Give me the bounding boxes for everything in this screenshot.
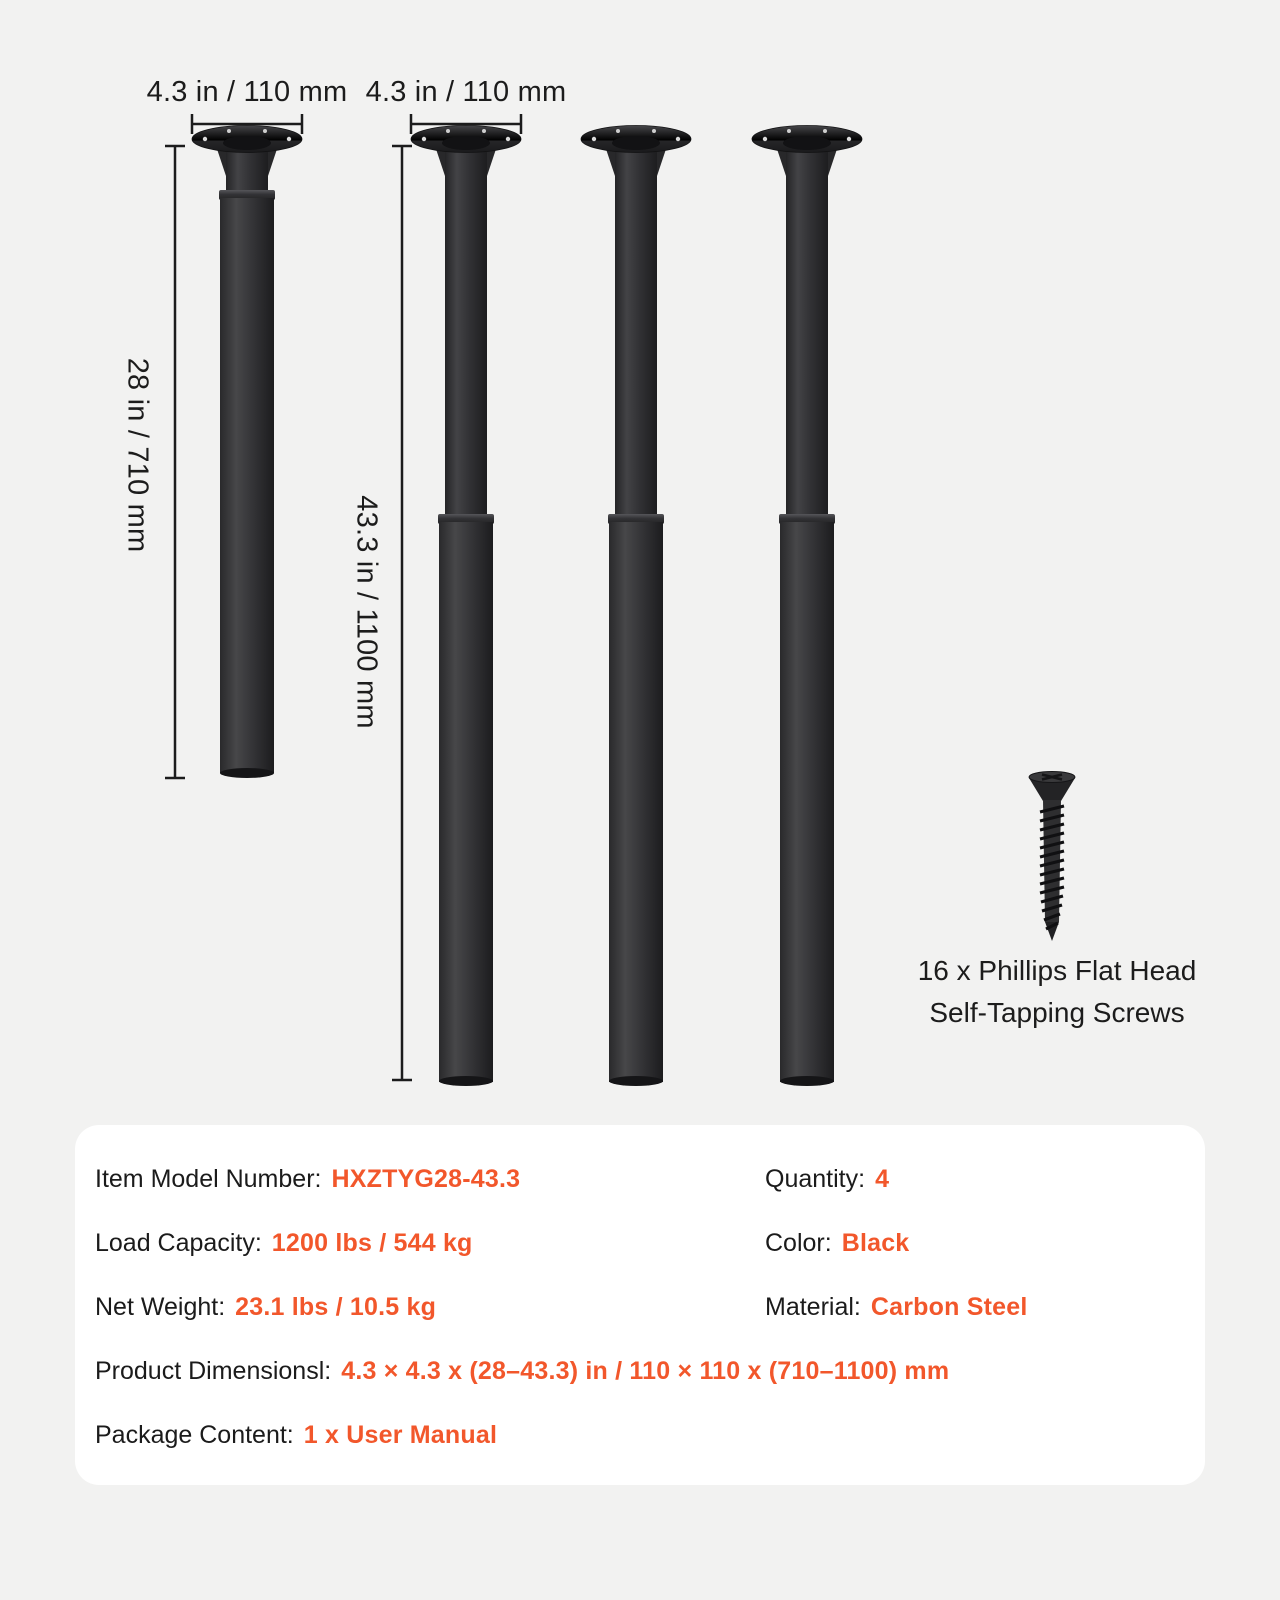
spec-row-package-content <box>95 1418 497 1452</box>
spec-row-color <box>765 1226 909 1260</box>
spec-label: Product Dimensionsl: <box>95 1357 332 1385</box>
width-label-short-leg: 4.3 in / 110 mm <box>146 76 348 108</box>
spec-value: 1 x User Manual <box>303 1421 498 1449</box>
table-leg-tall-illustration-1 <box>411 126 521 1087</box>
height-label-short-leg: 28 in / 710 mm <box>121 357 154 553</box>
dimension-line-height-tall-leg <box>392 146 412 1080</box>
table-leg-tall-illustration-3 <box>752 126 862 1087</box>
screw-icon <box>1029 772 1075 942</box>
table-leg-short-illustration <box>192 126 302 779</box>
spec-label: Quantity: <box>765 1165 866 1193</box>
spec-row-item-model-number <box>95 1162 520 1196</box>
dimension-line-height-short-leg <box>165 146 185 778</box>
width-label-tall-leg: 4.3 in / 110 mm <box>365 76 567 108</box>
spec-row-product-dimensions <box>95 1354 949 1388</box>
spec-value: 23.1 lbs / 10.5 kg <box>235 1293 437 1321</box>
spec-label: Net Weight: <box>95 1293 226 1321</box>
spec-value: 4 <box>875 1165 890 1193</box>
spec-value: Black <box>841 1229 910 1257</box>
spec-value: 1200 lbs / 544 kg <box>271 1229 473 1257</box>
height-label-tall-leg: 43.3 in / 1100 mm <box>350 495 383 729</box>
spec-label: Material: <box>765 1293 861 1321</box>
spec-label: Load Capacity: <box>95 1229 262 1257</box>
spec-row-quantity <box>765 1162 889 1196</box>
spec-label: Item Model Number: <box>95 1165 322 1193</box>
spec-label: Package Content: <box>95 1421 294 1449</box>
spec-row-net-weight <box>95 1290 436 1324</box>
spec-label: Color: <box>765 1229 832 1257</box>
spec-panel <box>75 1125 1205 1485</box>
spec-row-material <box>765 1290 1027 1324</box>
spec-value: Carbon Steel <box>870 1293 1028 1321</box>
table-leg-tall-illustration-2 <box>581 126 691 1087</box>
spec-value: HXZTYG28-43.3 <box>331 1165 521 1193</box>
spec-row-load-capacity <box>95 1226 473 1260</box>
spec-value: 4.3 × 4.3 x (28–43.3) in / 110 × 110 x (710–1100) mm <box>341 1357 950 1385</box>
screw-note-line2: Self-Tapping Screws <box>929 997 1185 1028</box>
screw-note-line1: 16 x Phillips Flat Head <box>917 955 1197 986</box>
screw-note <box>892 950 1222 1034</box>
